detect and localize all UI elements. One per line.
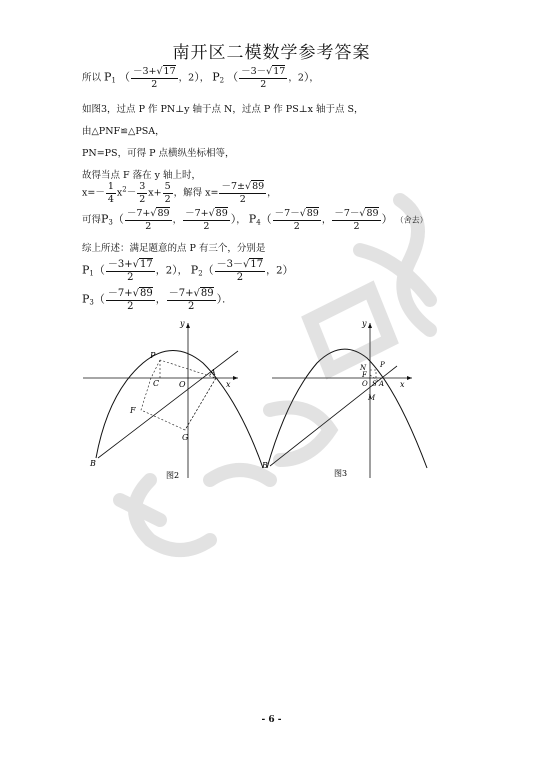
eq-text: x=－ [82,187,105,199]
page-number: - 6 - [261,715,282,725]
text-line-7: 综上所述：满足题意的点 P 有三个，分别是 [82,243,266,254]
label-p: P [150,351,156,360]
label-x: x [400,380,405,389]
label-b: B [262,461,268,470]
paren: （ [118,70,130,84]
denominator: 2 [151,79,158,90]
label-p: P [380,361,385,369]
point-sub: 2 [219,76,225,85]
text-line-2: 如图3，过点 P 作 PN⊥y 轴于点 N，过点 P 作 PS⊥x 轴于点 S， [82,104,364,115]
label-g: G [182,433,189,442]
fraction: $\frac{-3-√17}{2}$ [216,259,264,283]
fig3-caption: 图3 [334,469,348,478]
fraction: $\frac{-7+√89}{2}$ [107,288,153,312]
text-line-4: PN=PS，可得 P 点横纵坐标相等， [82,148,235,159]
watermark-graphic [90,180,490,560]
num-text: －3+ [132,66,157,77]
fraction: $\frac{-3-√17}{2}$ [241,66,286,90]
label-o: O [179,380,186,389]
point-label: P [101,212,109,226]
num-text: －3－ [241,66,267,77]
fraction: $\frac{-3+√17}{2}$ [107,259,153,283]
radicand: 17 [273,66,286,77]
fig2-caption: 图2 [166,471,180,480]
eq-text: ，解得 x= [173,187,219,199]
label-m: M [368,394,376,402]
denominator: 2 [260,79,267,90]
label-f: F [130,406,136,415]
text-line-3: 由△PNF≌△PSA， [82,126,165,137]
label-o: O [362,380,368,388]
label-b: B [90,459,96,468]
eq-text: x [116,187,123,199]
label-y: y [362,319,367,328]
text-suoyi: 所以 [82,72,102,84]
answer-line-p3-p4: 可得$P_3$（ $\frac{-7+√89}{2}$ ， $\frac{-7+√89}{2}$ ）， $P_4$（ $\frac{-7-√89}{2}$ ， $\frac{-7-√89}{2}$ ） （舍去） [82,208,428,232]
label-y: y [180,319,185,328]
eq-text: － [126,187,137,199]
fraction: $\frac{-7+√89}{2}$ [126,208,170,232]
point-sub: 1 [111,76,116,85]
label-n: N [360,364,367,372]
label-a: A [210,368,216,377]
fraction: $\frac{-7-√89}{2}$ [334,208,379,232]
fraction: $\frac{1}{4}$ [107,181,114,205]
y-value: 2 [297,72,304,84]
label-f: F [362,371,367,379]
label-a: A [379,380,385,388]
exponent: 2 [122,185,127,194]
answer-line-p1-p2: 所以 $P_1$ （ $\frac{-3+√17}{2}$ ，2）， $P_2$ （ $\frac{-3-√17}{2}$ ，2）， [82,66,319,90]
label-c: C [153,379,160,388]
page-title: 南开区二模数学参考答案 [172,43,371,63]
equation-line: x=－ $\frac{1}{4}$ $x^2-$ $\frac{3}{2}$ x+ $\frac{5}{2}$ ，解得 x= $\frac{-7\pm√89}{2}$ ， [82,181,277,205]
text-kede: 可得 [82,214,102,226]
discard-note: （舍去） [395,215,428,225]
fraction: $\frac{-7+√89}{2}$ [168,288,214,312]
fraction: $\frac{-3+√17}{2}$ [132,66,176,90]
summary-p3: $P_3$（ $\frac{-7+√89}{2}$ ， $\frac{-7+√89}{2}$ ）． [82,288,233,312]
point-label: P [248,212,257,226]
summary-p1-p2: $P_1$（ $\frac{-3+√17}{2}$ ，2）， $P_2$（ $\frac{-3-√17}{2}$ ，2） [82,259,294,283]
fraction: $\frac{5}{2}$ [164,181,171,205]
fraction: $\frac{-7+√89}{2}$ [185,208,228,232]
point-label: P [104,70,112,84]
fraction: $\frac{3}{2}$ [139,181,146,205]
fraction: $\frac{-7\pm√89}{2}$ [221,181,265,205]
y-value: 2 [188,72,195,84]
label-x: x [226,380,231,389]
eq-text: x+ [148,187,162,199]
radicand: 17 [163,66,176,77]
text-line-5: 故得当点 F 落在 y 轴上时， [82,170,202,181]
point-label: P [212,70,220,84]
fraction: $\frac{-7-√89}{2}$ [274,208,319,232]
label-s: S [372,380,377,388]
